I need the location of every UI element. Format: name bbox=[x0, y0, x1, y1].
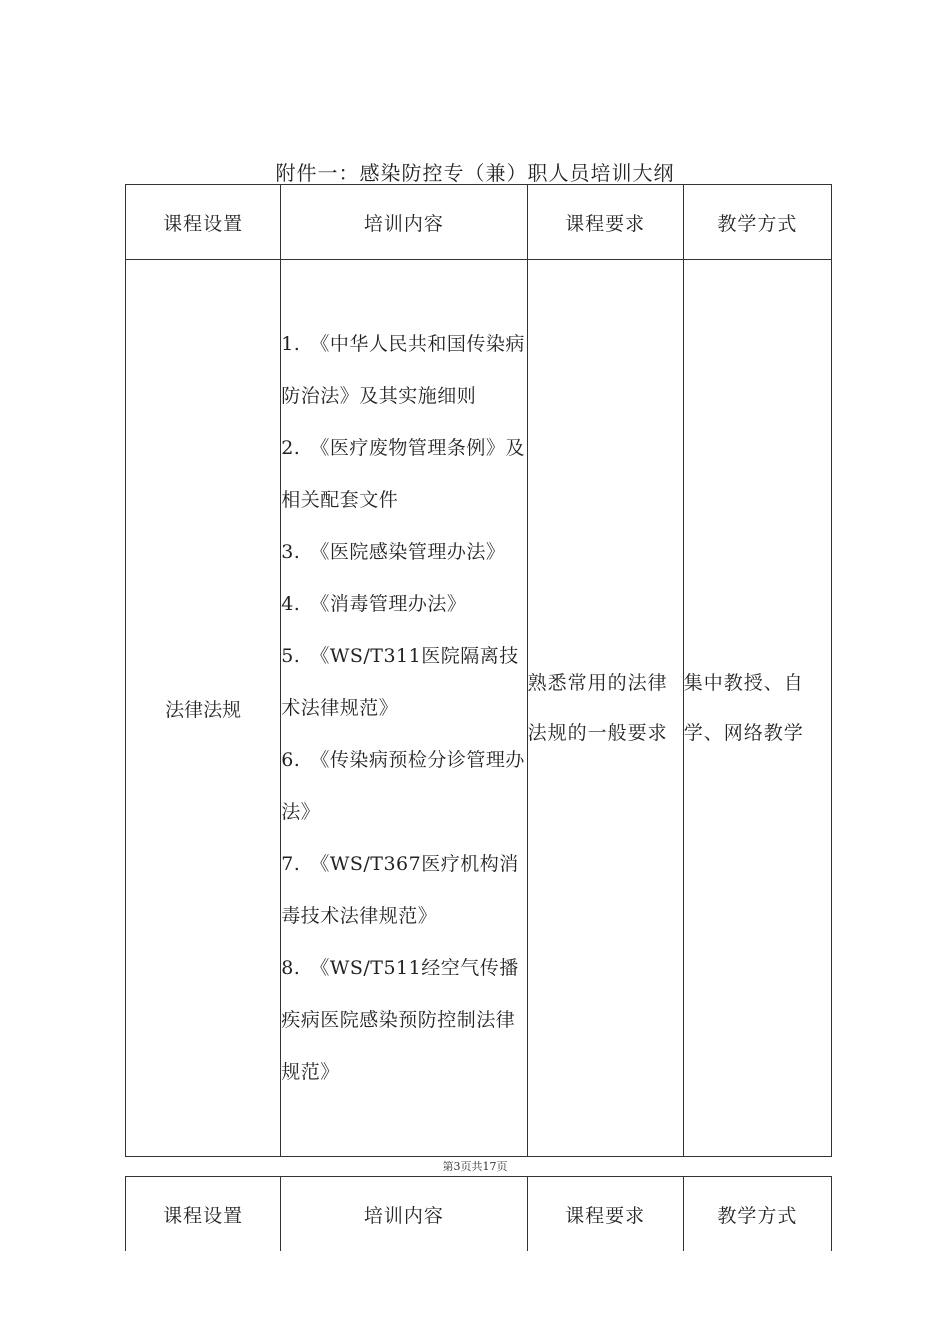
header-content: 培训内容 bbox=[281, 185, 527, 260]
table-row bbox=[126, 260, 832, 1157]
header-course: 课程设置 bbox=[126, 1177, 281, 1252]
header-content: 培训内容 bbox=[281, 1177, 527, 1252]
content-item: 6. 《传染病预检分诊管理办法》 bbox=[281, 749, 525, 823]
table-header-row bbox=[126, 185, 832, 260]
training-outline-table-continued bbox=[125, 1176, 832, 1251]
content-item: 7. 《WS/T367医疗机构消毒技术法律规范》 bbox=[281, 853, 519, 927]
header-course: 课程设置 bbox=[126, 185, 281, 260]
content-cell bbox=[281, 260, 527, 1157]
content-item: 8. 《WS/T511经空气传播疾病医院感染预防控制法律规范》 bbox=[281, 957, 519, 1083]
content-item: 4. 《消毒管理办法》 bbox=[281, 593, 467, 615]
training-outline-table bbox=[125, 184, 832, 1157]
content-item: 5. 《WS/T311医院隔离技术法律规范》 bbox=[281, 645, 519, 719]
content-item: 2. 《医疗废物管理条例》及相关配套文件 bbox=[281, 437, 525, 511]
page-number-footer: 第3页共17页 bbox=[442, 1160, 508, 1173]
header-method: 教学方式 bbox=[683, 185, 831, 260]
header-method: 教学方式 bbox=[683, 1177, 831, 1252]
header-requirement: 课程要求 bbox=[527, 185, 683, 260]
content-item: 1. 《中华人民共和国传染病防治法》及其实施细则 bbox=[281, 333, 525, 407]
method-cell: 集中教授、自学、网络教学 bbox=[683, 260, 831, 1157]
header-requirement: 课程要求 bbox=[527, 1177, 683, 1252]
content-item: 3. 《医院感染管理办法》 bbox=[281, 541, 506, 563]
requirement-cell: 熟悉常用的法律法规的一般要求 bbox=[527, 260, 683, 1157]
table-header-row bbox=[126, 1177, 832, 1252]
course-cell: 法律法规 bbox=[126, 260, 281, 1157]
document-title: 附件一：感染防控专（兼）职人员培训大纲 bbox=[275, 161, 675, 185]
